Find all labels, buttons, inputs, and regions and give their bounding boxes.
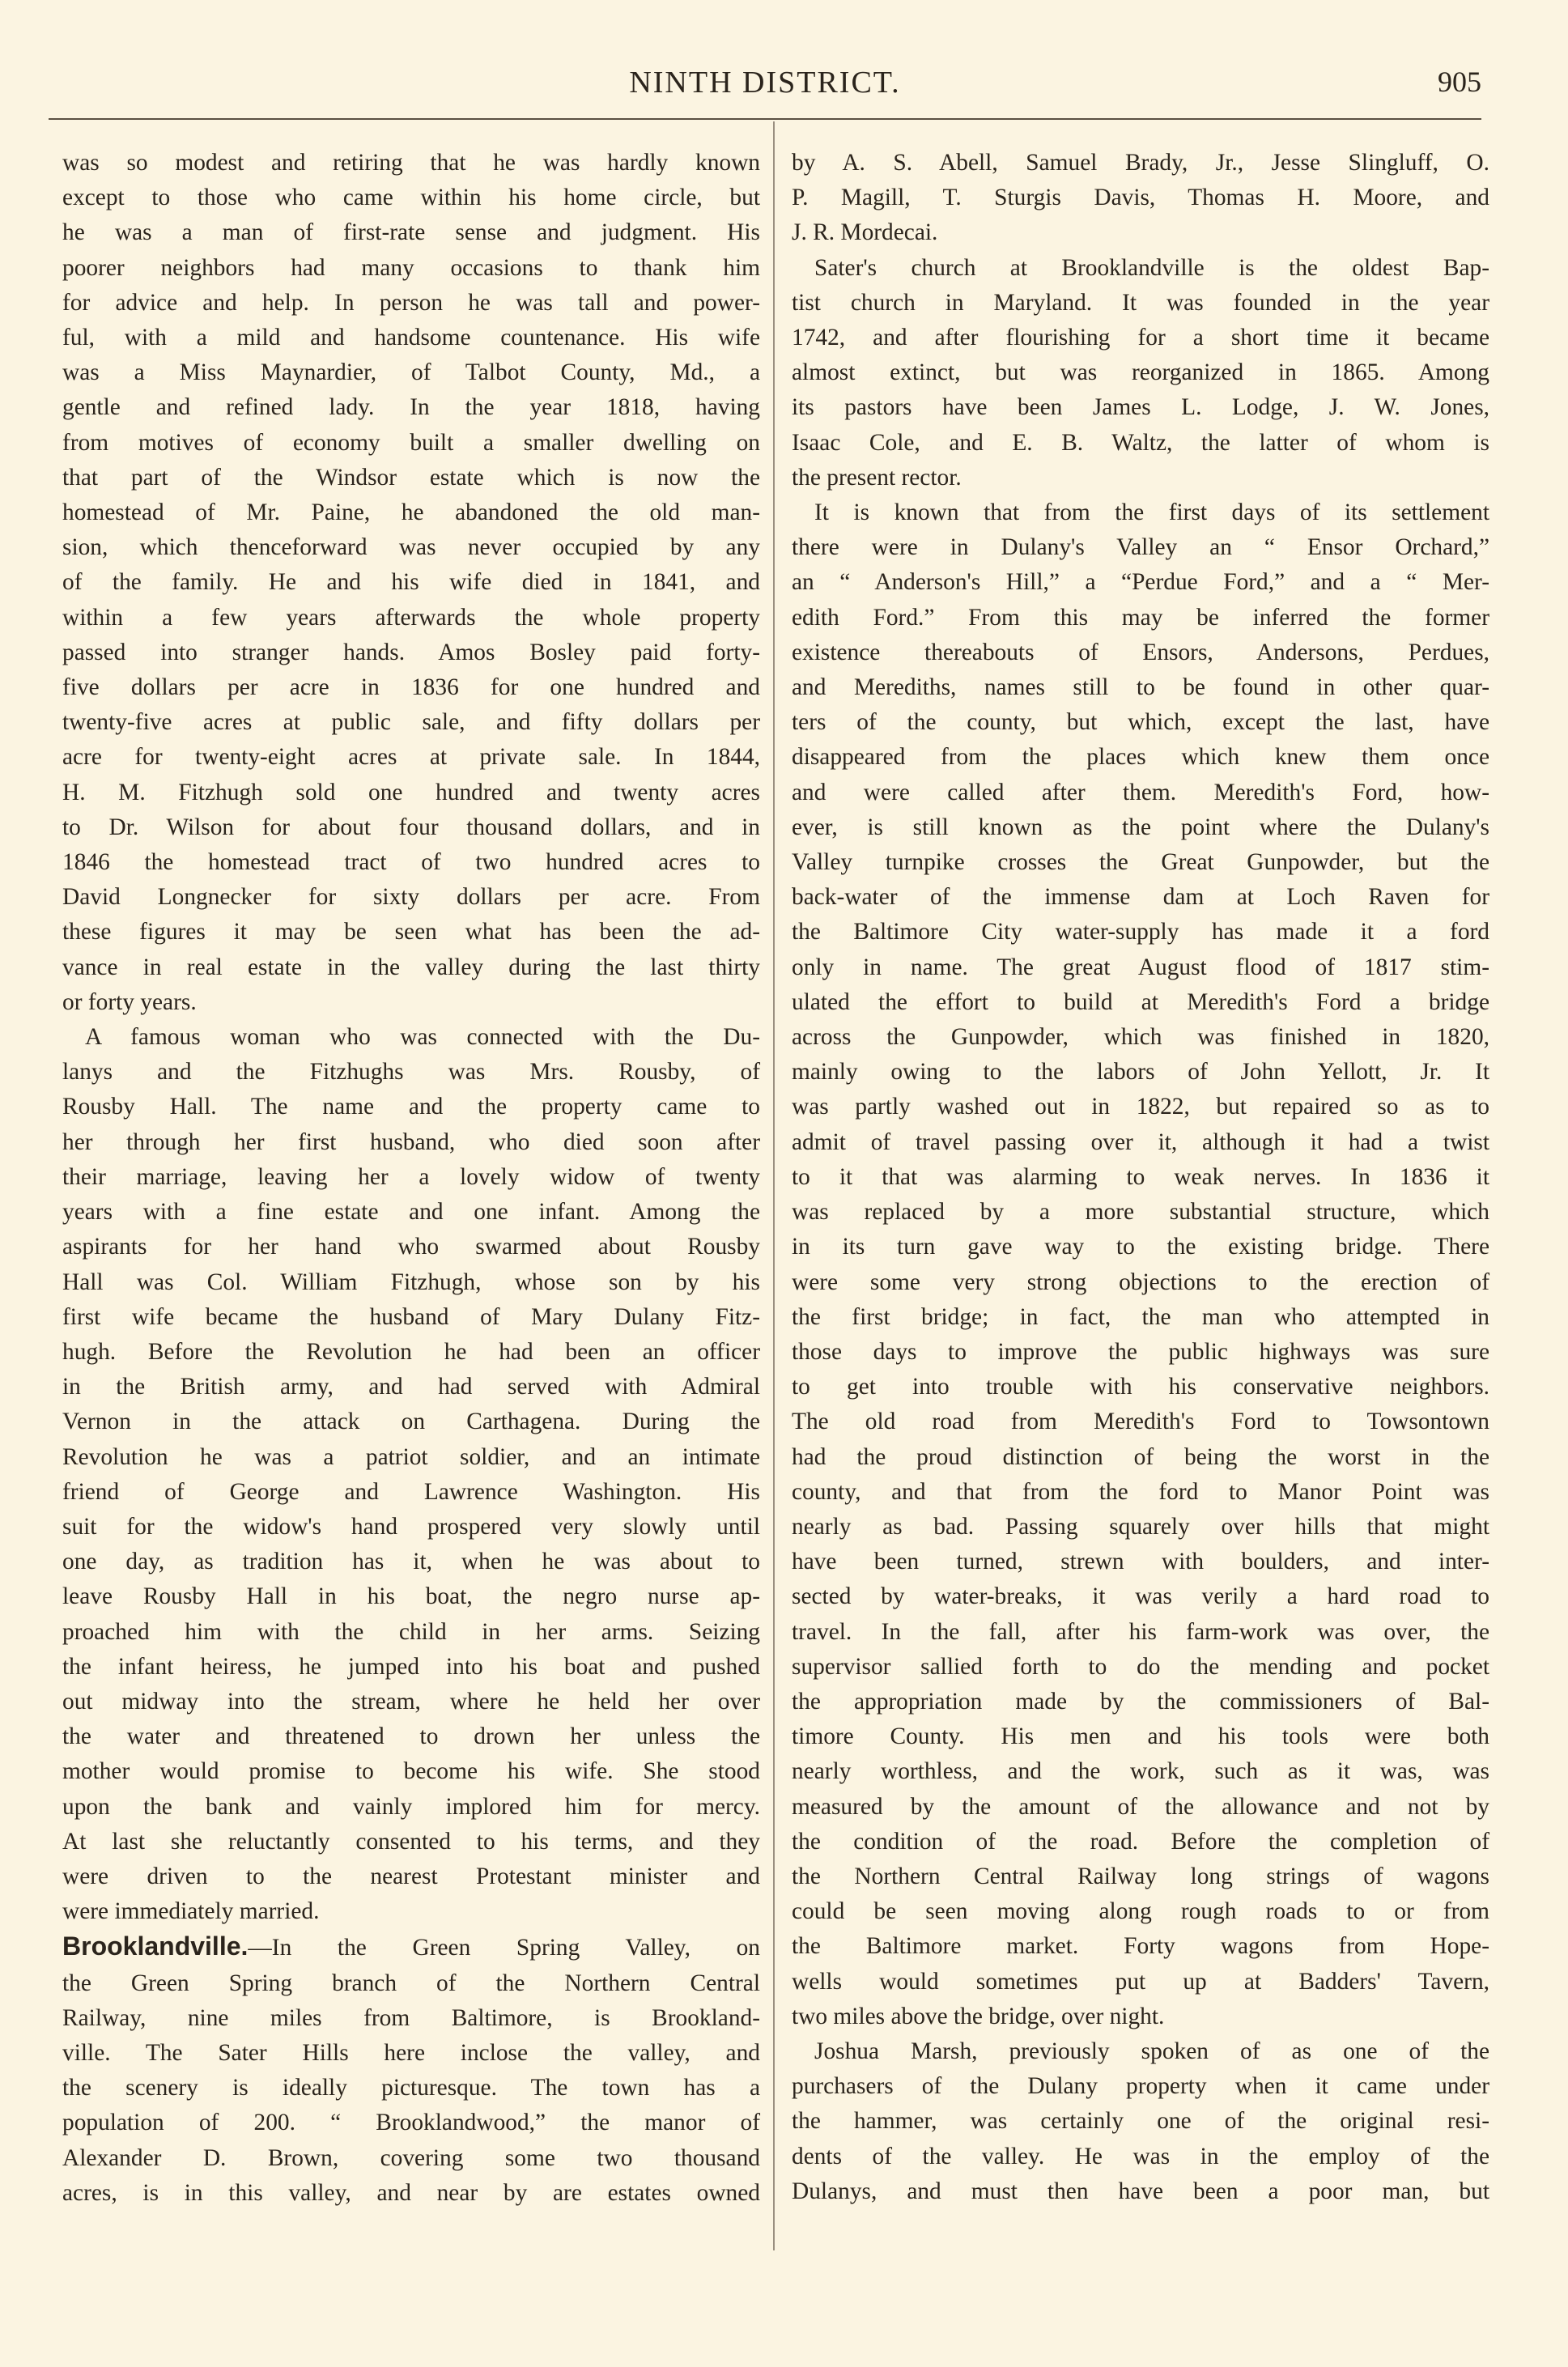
text-line: and Merediths, names still to be found in other quar- — [792, 674, 1489, 701]
text-line: two miles above the bridge, over night. — [792, 2003, 1165, 2029]
text-line: passed into stranger hands. Amos Bosley paid forty- — [62, 639, 760, 665]
text-line: its pastors have been James L. Lodge, J. W. Jones, — [792, 394, 1489, 421]
text-line — [62, 1929, 760, 1965]
text-line: these figures it may be seen what has been the ad- — [62, 919, 760, 946]
text-line: hugh. Before the Revolution he had been an officer — [62, 1338, 760, 1365]
text-line: those days to improve the public highways was sure — [792, 1338, 1489, 1365]
text-line: P. Magill, T. Sturgis Davis, Thomas H. Moore, and — [792, 185, 1489, 211]
text-line: edith Ford.” From this may be inferred the former — [792, 604, 1489, 631]
text-line: her through her first husband, who died soon after — [62, 1128, 760, 1155]
text-line: the present rector. — [792, 464, 962, 491]
text-line: the first bridge; in fact, the man who attempted in — [792, 1303, 1489, 1330]
text-line: or forty years. — [62, 988, 197, 1015]
text-line: the Baltimore City water-supply has made it a ford — [792, 919, 1489, 946]
text-line: sected by water-breaks, it was verily a hard road to — [792, 1583, 1489, 1610]
text-line: nearly as bad. Passing squarely over hills that might — [792, 1513, 1489, 1540]
text-line: population of 200. “ Brooklandwood,” the manor of — [62, 2110, 760, 2136]
text-line: proached him with the child in her arms. Seizing — [62, 1618, 760, 1645]
text-line: Railway, nine miles from Baltimore, is Brookland- — [62, 2004, 760, 2031]
text-line: twenty-five acres at public sale, and fifty dollars per — [62, 709, 760, 736]
text-line: upon the bank and vainly implored him for mercy. — [62, 1793, 760, 1820]
text-line: of the family. He and his wife died in 1841, and — [62, 569, 760, 596]
text-line: Vernon in the attack on Carthagena. During the — [62, 1409, 760, 1435]
text-line: for advice and help. In person he was tall and power- — [62, 289, 760, 316]
text-line: existence thereabouts of Ensors, Andersons, Perdues, — [792, 639, 1489, 665]
text-line: county, and that from the ford to Manor Point was — [792, 1478, 1489, 1505]
text-line: gentle and refined lady. In the year 1818, having — [62, 394, 760, 421]
text-line: nearly worthless, and the work, such as it was, was — [792, 1758, 1489, 1785]
text-line: admit of travel passing over it, although it had a twist — [792, 1128, 1489, 1155]
text-line: sion, which thenceforward was never occupied by any — [62, 534, 760, 561]
text-line: only in name. The great August flood of 1817 stim- — [792, 954, 1489, 980]
text-line: the Baltimore market. Forty wagons from Hope- — [792, 1933, 1489, 1960]
left-column — [62, 146, 760, 2211]
text-line: It is known that from the first days of its settlement — [814, 499, 1489, 526]
text-line: ful, with a mild and handsome countenance. His wife — [62, 325, 760, 351]
text-line: within a few years afterwards the whole property — [62, 604, 760, 631]
text-line: first wife became the husband of Mary Dulany Fitz- — [62, 1303, 760, 1330]
text-line: 1742, and after flourishing for a short time it became — [792, 325, 1489, 351]
text-line: friend of George and Lawrence Washington. His — [62, 1478, 760, 1505]
text-line: measured by the amount of the allowance and not by — [792, 1793, 1489, 1820]
text-line: the Northern Central Railway long strings of wagons — [792, 1863, 1489, 1889]
text-line: J. R. Mordecai. — [792, 219, 938, 246]
text-line: in its turn gave way to the existing bridge. There — [792, 1234, 1489, 1260]
text-line: Joshua Marsh, previously spoken of as one of the — [814, 2038, 1489, 2064]
text-line: acre for twenty-eight acres at private sale. In 1844, — [62, 744, 760, 771]
right-column — [792, 146, 1489, 2209]
text-line: homestead of Mr. Paine, he abandoned the old man- — [62, 499, 760, 526]
running-head — [49, 65, 1481, 110]
text-line: out midway into the stream, where he held her over — [62, 1688, 760, 1715]
text-line: Rousby Hall. The name and the property came to — [62, 1094, 760, 1120]
column-divider — [773, 121, 775, 2250]
text-line: the scenery is ideally picturesque. The town has a — [62, 2075, 760, 2101]
text-line: purchasers of the Dulany property when it came under — [792, 2073, 1489, 2100]
text-line: suit for the widow's hand prospered very slowly until — [62, 1513, 760, 1540]
text-line: The old road from Meredith's Ford to Towsontown — [792, 1409, 1489, 1435]
text-line: were driven to the nearest Protestant minister and — [62, 1863, 760, 1889]
page-title: NINTH DISTRICT. — [629, 66, 901, 100]
text-line: H. M. Fitzhugh sold one hundred and twenty acres — [62, 779, 760, 805]
text-line: ville. The Sater Hills here inclose the valley, and — [62, 2039, 760, 2066]
text-line: there were in Dulany's Valley an “ Ensor Orchard,” — [792, 534, 1489, 561]
text-line: by A. S. Abell, Samuel Brady, Jr., Jesse Slingluff, O. — [792, 150, 1489, 176]
text-line: tist church in Maryland. It was founded in the year — [792, 289, 1489, 316]
text-line: was partly washed out in 1822, but repaired so as to — [792, 1094, 1489, 1120]
text-line: have been turned, strewn with boulders, and inter- — [792, 1549, 1489, 1575]
text-line: vance in real estate in the valley during the last thirty — [62, 954, 760, 980]
text-line: years with a fine estate and one infant. Among the — [62, 1199, 760, 1226]
text-line: was replaced by a more substantial structure, which — [792, 1199, 1489, 1226]
text-line: Dulanys, and must then have been a poor man, but — [792, 2178, 1489, 2204]
header-rule — [49, 118, 1481, 120]
text-line: acres, is in this valley, and near by are estates owned — [62, 2179, 760, 2206]
text-line: mother would promise to become his wife. She stood — [62, 1758, 760, 1785]
text-line: ulated the effort to build at Meredith's Ford a bridge — [792, 988, 1489, 1015]
text-line: that part of the Windsor estate which is now the — [62, 464, 760, 491]
text-line: and were called after them. Meredith's Ford, how- — [792, 779, 1489, 805]
text-line: to get into trouble with his conservative neighbors. — [792, 1374, 1489, 1400]
text-line: was a Miss Maynardier, of Talbot County, Md., a — [62, 359, 760, 386]
text-line: almost extinct, but was reorganized in 1865. Among — [792, 359, 1489, 386]
text-line: across the Gunpowder, which was finished in 1820, — [792, 1024, 1489, 1051]
text-line: ters of the county, but which, except the last, have — [792, 709, 1489, 736]
text-line: could be seen moving along rough roads to or from — [792, 1898, 1489, 1925]
text-line: At last she reluctantly consented to his terms, and they — [62, 1828, 760, 1855]
text-line: to Dr. Wilson for about four thousand dollars, and in — [62, 814, 760, 840]
text-line: poorer neighbors had many occasions to thank him — [62, 254, 760, 281]
text-line: A famous woman who was connected with the Du- — [85, 1024, 760, 1051]
text-line: wells would sometimes put up at Badders' Tavern, — [792, 1968, 1489, 1995]
text-line: were some very strong objections to the erection of — [792, 1268, 1489, 1295]
text-line: the Green Spring branch of the Northern Central — [62, 1970, 760, 1996]
text-line: in the British army, and had served with Admiral — [62, 1374, 760, 1400]
text-line: were immediately married. — [62, 1898, 320, 1925]
text-line: an “ Anderson's Hill,” a “Perdue Ford,” and a “ Mer- — [792, 569, 1489, 596]
text-line: Sater's church at Brooklandville is the oldest Bap- — [814, 254, 1489, 281]
text-line: dents of the valley. He was in the employ of the — [792, 2143, 1489, 2169]
text-line: the infant heiress, he jumped into his boat and pushed — [62, 1653, 760, 1680]
text-line: had the proud distinction of being the worst in the — [792, 1443, 1489, 1470]
text-line: Revolution he was a patriot soldier, and an intimate — [62, 1443, 760, 1470]
text-line: mainly owing to the labors of John Yellott, Jr. It — [792, 1059, 1489, 1086]
text-line: disappeared from the places which knew them once — [792, 744, 1489, 771]
text-line: one day, as tradition has it, when he was about to — [62, 1549, 760, 1575]
text-line: Valley turnpike crosses the Great Gunpowder, but the — [792, 849, 1489, 876]
text-line: Hall was Col. William Fitzhugh, whose son by his — [62, 1268, 760, 1295]
text-line: except to those who came within his home circle, but — [62, 185, 760, 211]
text-line: the appropriation made by the commissioners of Bal- — [792, 1688, 1489, 1715]
text-line: he was a man of first-rate sense and judgment. His — [62, 219, 760, 246]
text-fragment: —In the Green Spring Valley, on — [248, 1935, 760, 1961]
text-line: from motives of economy built a smaller dwelling on — [62, 429, 760, 456]
text-line: was so modest and retiring that he was hardly known — [62, 150, 760, 176]
text-line: 1846 the homestead tract of two hundred acres to — [62, 849, 760, 876]
text-line: supervisor sallied forth to do the mending and pocket — [792, 1653, 1489, 1680]
section-heading-brooklandville: Brooklandville. — [62, 1931, 249, 1961]
text-line: the condition of the road. Before the completion of — [792, 1828, 1489, 1855]
text-line: back-water of the immense dam at Loch Raven for — [792, 884, 1489, 911]
text-line: the water and threatened to drown her unless the — [62, 1723, 760, 1750]
text-line: travel. In the fall, after his farm-work was over, the — [792, 1618, 1489, 1645]
text-line: leave Rousby Hall in his boat, the negro nurse ap- — [62, 1583, 760, 1610]
page-number: 905 — [1438, 66, 1481, 98]
text-line: Isaac Cole, and E. B. Waltz, the latter of whom is — [792, 429, 1489, 456]
text-line: to it that was alarming to weak nerves. In 1836 it — [792, 1163, 1489, 1190]
text-line: lanys and the Fitzhughs was Mrs. Rousby, of — [62, 1059, 760, 1086]
text-line: timore County. His men and his tools were both — [792, 1723, 1489, 1750]
text-line: Alexander D. Brown, covering some two thousand — [62, 2144, 760, 2171]
text-line: ever, is still known as the point where the Dulany's — [792, 814, 1489, 840]
text-line: the hammer, was certainly one of the original resi- — [792, 2108, 1489, 2135]
text-line: David Longnecker for sixty dollars per acre. From — [62, 884, 760, 911]
text-line: aspirants for her hand who swarmed about Rousby — [62, 1234, 760, 1260]
text-line: their marriage, leaving her a lovely widow of twenty — [62, 1163, 760, 1190]
text-line: five dollars per acre in 1836 for one hundred and — [62, 674, 760, 701]
